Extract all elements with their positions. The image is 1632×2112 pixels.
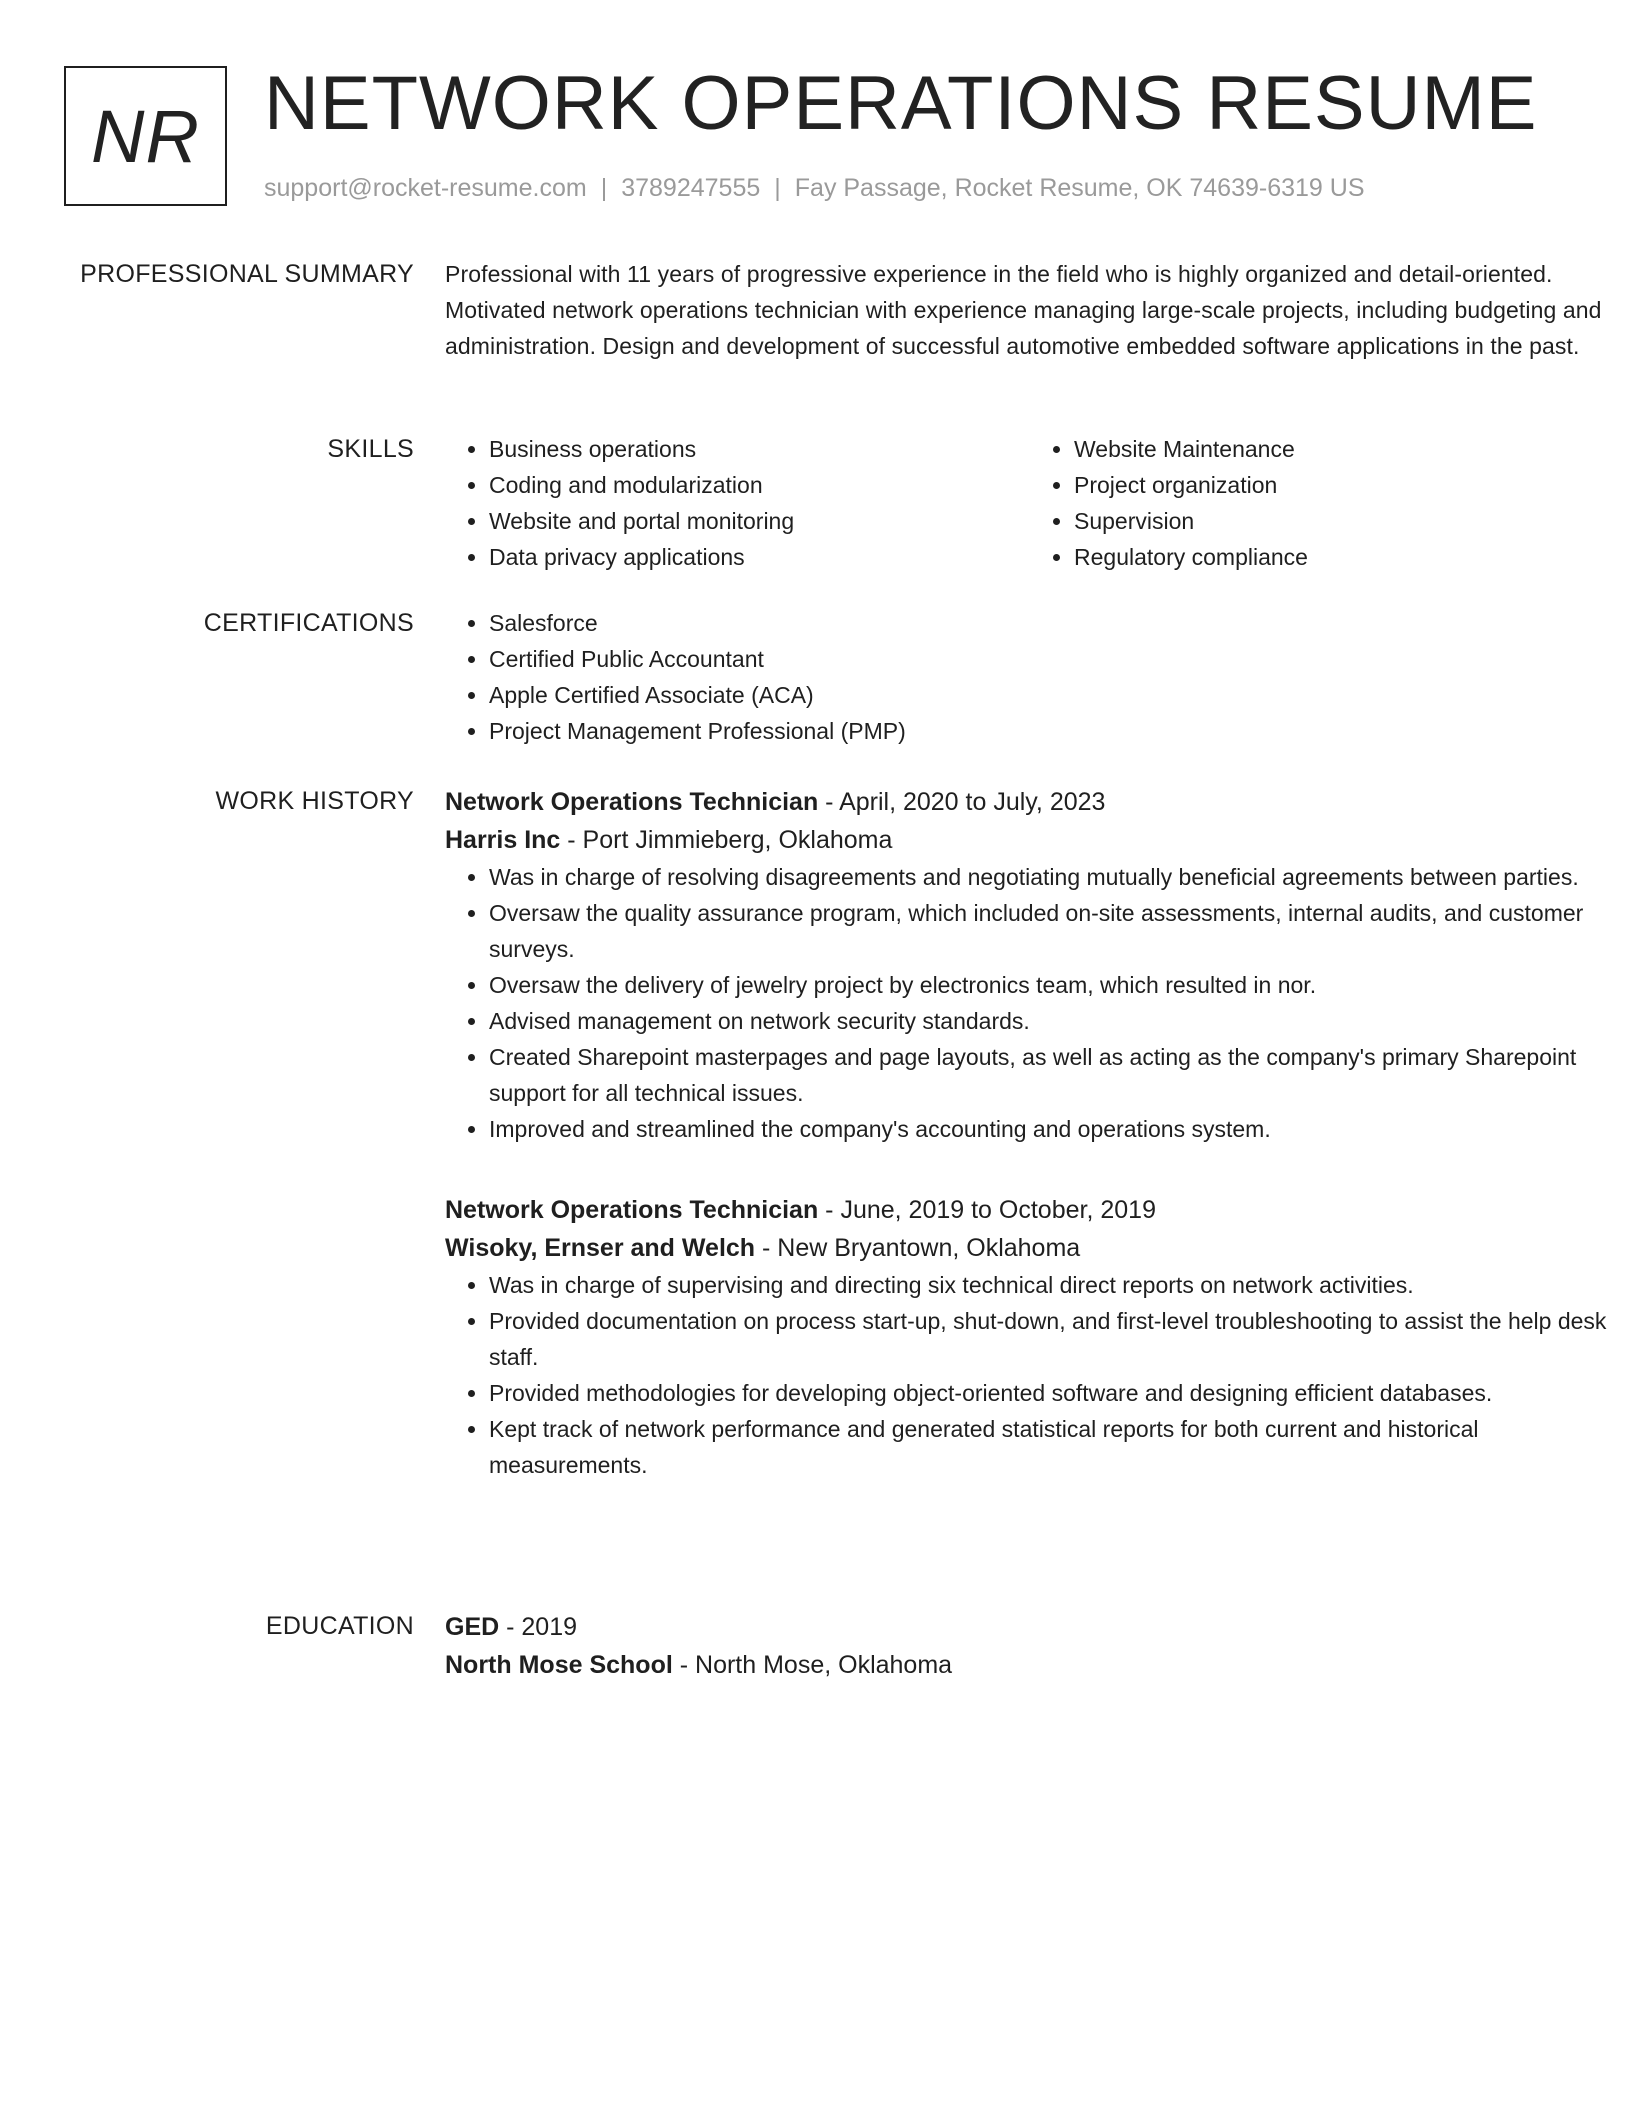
job-duty-item: • Was in charge of supervising and directing six technical direct reports on network activities. bbox=[489, 1267, 1615, 1303]
section-heading-summary: PROFESSIONAL SUMMARY bbox=[80, 260, 414, 288]
certifications-body bbox=[445, 605, 1615, 749]
skill-item: • Business operations bbox=[489, 431, 1030, 467]
education-degree-line bbox=[445, 1608, 1615, 1646]
education-degree: GED bbox=[445, 1613, 500, 1641]
certification-item: • Salesforce bbox=[489, 605, 1615, 641]
job-company-line bbox=[445, 821, 1615, 859]
skill-item: • Website Maintenance bbox=[1074, 431, 1615, 467]
contact-phone[interactable]: 3789247555 bbox=[621, 174, 761, 202]
job-duties-list bbox=[445, 859, 1615, 1147]
job-duty-item: • Advised management on network security standards. bbox=[489, 1003, 1615, 1039]
skill-item: • Regulatory compliance bbox=[1074, 539, 1615, 575]
skill-item: • Project organization bbox=[1074, 467, 1615, 503]
contact-email[interactable]: support@rocket-resume.com bbox=[264, 174, 587, 202]
skills-list-left bbox=[445, 431, 1030, 575]
skill-item: • Supervision bbox=[1074, 503, 1615, 539]
job-duty-item: • Was in charge of resolving disagreements and negotiating mutually beneficial agreements between parties. bbox=[489, 859, 1615, 895]
job-duty-item: • Provided documentation on process start-up, shut-down, and first-level troubleshooting to assist the help desk staff. bbox=[489, 1303, 1615, 1375]
job-duty-item: • Oversaw the delivery of jewelry project by electronics team, which resulted in nor. bbox=[489, 967, 1615, 1003]
job-duty-item: • Kept track of network performance and generated statistical reports for both current and historical measurements. bbox=[489, 1411, 1615, 1483]
education-location: - North Mose, Oklahoma bbox=[672, 1651, 953, 1679]
job-title-line bbox=[445, 783, 1615, 821]
job-duty-item: • Created Sharepoint masterpages and page layouts, as well as acting as the company's primary Sharepoint support for all technical issues. bbox=[489, 1039, 1615, 1111]
section-heading-education: EDUCATION bbox=[265, 1612, 414, 1640]
job-entry bbox=[445, 1191, 1615, 1483]
resume-header bbox=[64, 61, 1584, 210]
education-school: North Mose School bbox=[445, 1651, 673, 1679]
job-dates: - April, 2020 to July, 2023 bbox=[818, 788, 1106, 816]
job-entry bbox=[445, 783, 1615, 1147]
contact-separator: | bbox=[774, 174, 781, 202]
summary-body bbox=[445, 256, 1615, 364]
job-dates: - June, 2019 to October, 2019 bbox=[818, 1196, 1156, 1224]
section-heading-skills: SKILLS bbox=[327, 435, 414, 463]
job-duty-item: • Improved and streamlined the company's accounting and operations system. bbox=[489, 1111, 1615, 1147]
job-location: - New Bryantown, Oklahoma bbox=[755, 1234, 1081, 1262]
contact-address: Fay Passage, Rocket Resume, OK 74639-6319 US bbox=[794, 174, 1365, 202]
skill-item: • Coding and modularization bbox=[489, 467, 1030, 503]
skill-item: • Website and portal monitoring bbox=[489, 503, 1030, 539]
skills-columns bbox=[445, 431, 1615, 575]
skills-list-right bbox=[1030, 431, 1615, 575]
job-title: Network Operations Technician bbox=[445, 788, 819, 816]
job-duty-item: • Provided methodologies for developing object-oriented software and designing efficient databases. bbox=[489, 1375, 1615, 1411]
monogram-logo: NR bbox=[64, 66, 227, 206]
skill-item: • Data privacy applications bbox=[489, 539, 1030, 575]
job-company: Wisoky, Ernser and Welch bbox=[445, 1234, 756, 1262]
certification-item: • Apple Certified Associate (ACA) bbox=[489, 677, 1615, 713]
education-body bbox=[445, 1608, 1615, 1684]
section-heading-work-history: WORK HISTORY bbox=[215, 787, 414, 815]
work-history-body bbox=[445, 783, 1615, 1483]
summary-text: Professional with 11 years of progressive experience in the field who is highly organized and detail-oriented. Motivated network operations technician with experience managing large-scale projects, including budgeting and administration. Design and development of successful automotive embedded software applications in the past. bbox=[445, 261, 1602, 359]
contact-separator: | bbox=[600, 174, 608, 202]
certification-item: • Certified Public Accountant bbox=[489, 641, 1615, 677]
skills-body bbox=[445, 431, 1615, 575]
job-title-line bbox=[445, 1191, 1615, 1229]
job-duty-item: • Oversaw the quality assurance program, which included on-site assessments, internal audits, and customer surveys. bbox=[489, 895, 1615, 967]
education-year: - 2019 bbox=[499, 1613, 578, 1641]
job-company-line bbox=[445, 1229, 1615, 1267]
resume-title: NETWORK OPERATIONS RESUME bbox=[264, 61, 1538, 146]
certification-item: • Project Management Professional (PMP) bbox=[489, 713, 1615, 749]
certifications-list bbox=[445, 605, 1615, 749]
education-school-line bbox=[445, 1646, 1615, 1684]
job-company: Harris Inc bbox=[445, 826, 561, 854]
contact-line bbox=[264, 174, 1365, 203]
job-title: Network Operations Technician bbox=[445, 1196, 819, 1224]
section-heading-certifications: CERTIFICATIONS bbox=[203, 609, 414, 637]
job-location: - Port Jimmieberg, Oklahoma bbox=[560, 826, 893, 854]
job-duties-list bbox=[445, 1267, 1615, 1483]
